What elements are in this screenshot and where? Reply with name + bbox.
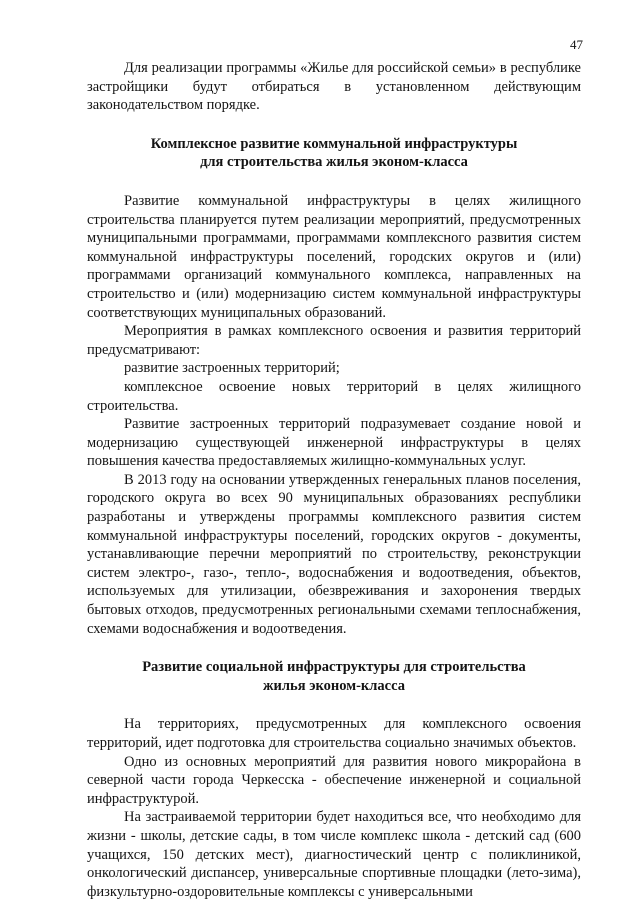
section2-paragraph-2: Одно из основных мероприятий для развития нового микрорайона в северной части города Черкесска - обеспечение инженерной и социальной инфраструктурой. [87,753,581,807]
page-number: 47 [570,37,583,52]
section2-paragraph-1: На территориях, предусмотренных для комплексного освоения территорий, идет подготовка для строительства социально значимых объектов. [87,716,581,751]
section1-paragraph-3: Развитие застроенных территорий подразумевает создание новой и модернизацию существующей инженерной инфраструктуры в целях повышения качества предоставляемых жилищно-коммунальных услуг. [87,416,581,470]
section1-heading-line2: для строительства жилья эконом-класса [200,154,468,171]
section-social-infrastructure [87,658,581,901]
section1-paragraph-1: Развитие коммунальной инфраструктуры в целях жилищного строительства планируется путем реализации мероприятий, предусмотренных муниципальными программами, программами комплексного развития систем коммунальной инфраструктуры поселений, городских округов и (или) программами организаций коммунального комплекса, направленных на строительство и (или) модернизацию систем коммунальной инфраструктуры соответствующих муниципальных образований. [87,192,581,321]
section2-paragraph-3: На застраиваемой территории будет находиться все, что необходимо для жизни - школы, детские сады, в том числе комплекс школа - детский сад (600 учащихся, 150 детских мест), диагностический центр с поликлиникой, онкологический диспансер, универсальные спортивные площадки (лето-зима), физкультурно-оздоровительные комплексы с универсальными [87,809,581,900]
section1-list-item-2: комплексное освоение новых территорий в целях жилищного строительства. [87,378,581,414]
intro-paragraph: Для реализации программы «Жилье для российской семьи» в республике застройщики будут отбираться в установленном действующим законодательством порядке. [87,60,581,114]
section1-list-item-1: развитие застроенных территорий; [124,360,340,377]
section1-paragraph-2: Мероприятия в рамках комплексного освоения и развития территорий предусматривают: [87,323,581,358]
section2-heading-line1: Развитие социальной инфраструктуры для строительства [142,659,526,676]
section2-heading-line2: жилья эконом-класса [263,677,405,694]
section1-heading-line1: Комплексное развитие коммунальной инфраструктуры [150,135,518,152]
section1-paragraph-4: В 2013 году на основании утвержденных генеральных планов поселения, городского округа во всех 90 муниципальных образованиях республики разработаны и утверждены программы комплексного развития систем коммунальной инфраструктуры поселений, городских округов - документы, устанавливающие перечни мероприятий по строительству, реконструкции систем электро-, газо-, тепло-, водоснабжения и водоотведения, объектов, используемых для утилизации, обезвреживания и захоронения твердых бытовых отходов, предусмотренных региональными схемами теплоснабжения, схемами водоснабжения и водоотведения. [87,471,581,637]
page-content [87,59,581,901]
section-communal-infrastructure [87,135,581,638]
